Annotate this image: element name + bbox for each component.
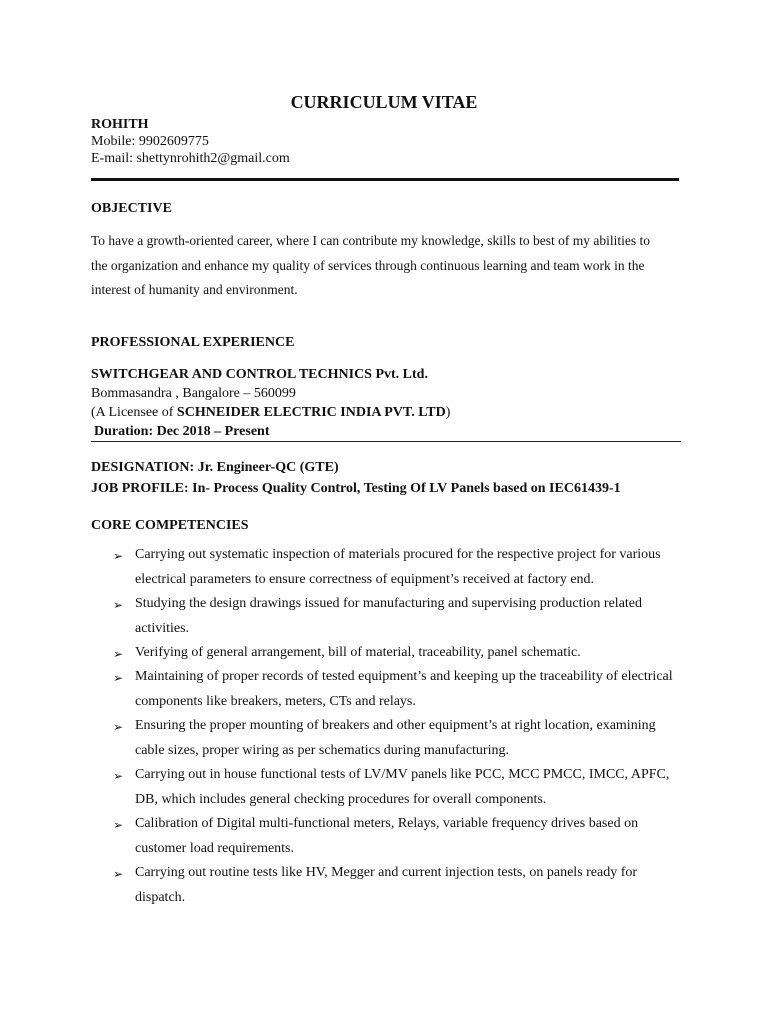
competency-6-line-1: Carrying out in house functional tests of LV/MV panels like PCC, MCC PMCC, IMCC, APFC, bbox=[135, 767, 670, 782]
experience-heading: PROFESSIONAL EXPERIENCE bbox=[91, 335, 295, 350]
competency-2-line-1: Studying the design drawings issued for manufacturing and supervising production related bbox=[135, 596, 643, 611]
experience-divider bbox=[91, 441, 681, 442]
competency-4-line-1: Maintaining of proper records of tested equipment’s and keeping up the traceability of electrical bbox=[135, 669, 673, 684]
designation-line: DESIGNATION: Jr. Engineer-QC (GTE) bbox=[91, 460, 339, 475]
bullet-arrow-icon: ➢ bbox=[113, 867, 124, 881]
mobile-line: Mobile: 9902609775 bbox=[91, 134, 209, 149]
bullet-arrow-icon: ➢ bbox=[113, 818, 124, 832]
core-competencies-heading: CORE COMPETENCIES bbox=[91, 518, 249, 533]
email-line: E-mail: shettynrohith2@gmail.com bbox=[91, 151, 290, 166]
competency-7-line-1: Calibration of Digital multi-functional meters, Relays, variable frequency drives based on bbox=[135, 816, 639, 831]
company-name: SWITCHGEAR AND CONTROL TECHNICS Pvt. Ltd. bbox=[91, 367, 428, 382]
bullet-arrow-icon: ➢ bbox=[113, 671, 124, 685]
bullet-arrow-icon: ➢ bbox=[113, 647, 124, 661]
competency-5-line-1: Ensuring the proper mounting of breakers and other equipment’s at right location, examining bbox=[135, 718, 656, 733]
competency-2-line-2: activities. bbox=[135, 621, 190, 636]
competency-8-line-1: Carrying out routine tests like HV, Megger and current injection tests, on panels ready for bbox=[135, 865, 638, 880]
objective-line-2: the organization and enhance my quality of services through continuous learning and team work in the bbox=[91, 258, 645, 273]
competency-7-line-2: customer load requirements. bbox=[135, 841, 295, 856]
job-profile-line: JOB PROFILE: In- Process Quality Control, Testing Of LV Panels based on IEC61439-1 bbox=[91, 481, 621, 496]
licensee-line bbox=[91, 405, 450, 421]
objective-line-1: To have a growth-oriented career, where I can contribute my knowledge, skills to best of my abilities to bbox=[91, 233, 650, 248]
header-divider bbox=[91, 178, 679, 181]
competency-6-line-2: DB, which includes general checking procedures for overall components. bbox=[135, 792, 547, 807]
competency-1-line-2: electrical parameters to ensure correctness of equipment’s received at factory end. bbox=[135, 572, 595, 587]
competency-3-line-1: Verifying of general arrangement, bill of material, traceability, panel schematic. bbox=[135, 645, 581, 660]
licensee-prefix: (A Licensee of bbox=[91, 405, 177, 420]
bullet-arrow-icon: ➢ bbox=[113, 598, 124, 612]
duration-line: Duration: Dec 2018 – Present bbox=[94, 424, 270, 439]
competency-5-line-2: cable sizes, proper wiring as per schematics during manufacturing. bbox=[135, 743, 509, 758]
competency-8-line-2: dispatch. bbox=[135, 890, 186, 905]
document-title: CURRICULUM VITAE bbox=[290, 92, 478, 112]
bullet-arrow-icon: ➢ bbox=[113, 549, 124, 563]
licensee-suffix: ) bbox=[445, 405, 451, 420]
competency-1-line-1: Carrying out systematic inspection of materials procured for the respective project for various bbox=[135, 547, 661, 562]
objective-heading: OBJECTIVE bbox=[91, 201, 172, 216]
company-address: Bommasandra , Bangalore – 560099 bbox=[91, 386, 296, 401]
objective-line-3: interest of humanity and environment. bbox=[91, 282, 298, 297]
bullet-arrow-icon: ➢ bbox=[113, 720, 124, 734]
licensee-name: SCHNEIDER ELECTRIC INDIA PVT. LTD bbox=[176, 405, 446, 420]
competency-4-line-2: components like breakers, meters, CTs and relays. bbox=[135, 694, 416, 709]
bullet-arrow-icon: ➢ bbox=[113, 769, 124, 783]
candidate-name: ROHITH bbox=[91, 117, 149, 132]
